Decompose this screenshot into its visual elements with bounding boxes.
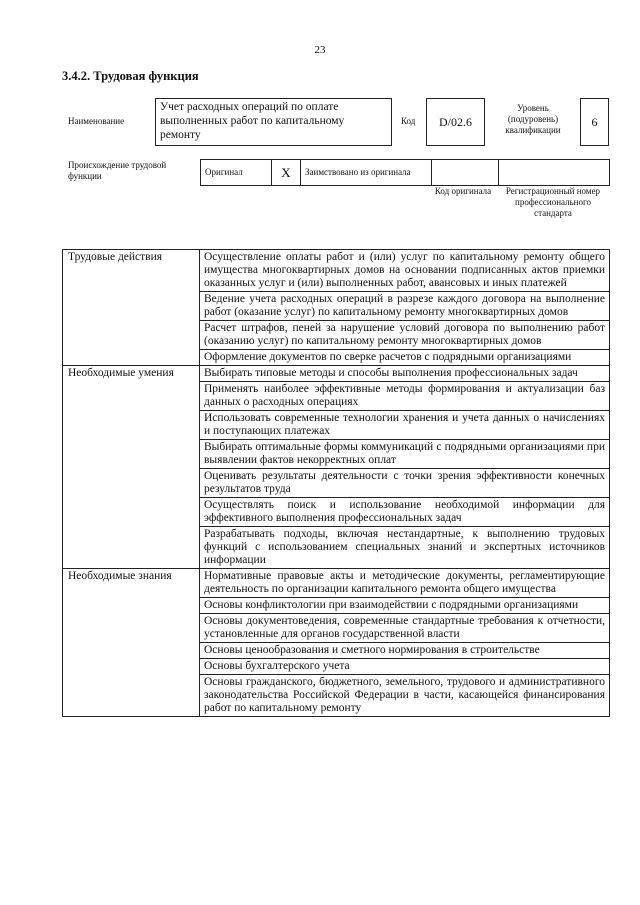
original-label: Оригинал <box>201 160 272 186</box>
list-item: Оформление документов по сверке расчетов с подрядными организациями <box>200 350 610 366</box>
category-labor-actions: Трудовые действия <box>63 250 200 366</box>
list-item: Основы бухгалтерского учета <box>200 659 610 675</box>
function-name-box: Учет расходных операций по оплате выполненных работ по капитальному ремонту <box>155 98 392 146</box>
origin-table <box>200 159 610 186</box>
page-number: 23 <box>314 44 326 56</box>
level-box: 6 <box>580 98 609 146</box>
level-label: Уровень (подуровень) квалификации <box>505 103 561 135</box>
section-title: 3.4.2. Трудовая функция <box>62 69 199 83</box>
list-item: Оценивать результаты деятельности с точки зрения эффективности конечных результатов труда <box>200 469 610 498</box>
original-code-caption: Код оригинала <box>434 186 492 196</box>
list-item: Основы гражданского, бюджетного, земельного, трудового и административного законодательства Российской Федерации в части, касающейся финансирования работ по капитальному ремонту <box>200 675 610 717</box>
code-label: Код <box>401 116 416 126</box>
list-item: Основы конфликтологии при взаимодействии с подрядными организациями <box>200 598 610 614</box>
name-label: Наименование <box>68 116 125 126</box>
code-box: D/02.6 <box>426 98 485 146</box>
list-item: Осуществлять поиск и использование необходимой информации для эффективного выполнения профессиональных задач <box>200 498 610 527</box>
borrowed-label: Заимствовано из оригинала <box>301 160 432 186</box>
list-item: Применять наиболее эффективные методы формирования и актуализации баз данных о расходных операциях <box>200 382 610 411</box>
category-required-skills: Необходимые умения <box>63 366 200 569</box>
list-item: Расчет штрафов, пеней за нарушение условий договора по выполнению работ (оказанию услуг) по капитальному ремонту многоквартирных домов <box>200 321 610 350</box>
origin-label: Происхождение трудовой функции <box>68 160 167 181</box>
list-item: Выбирать оптимальные формы коммуникаций с подрядными организациями при выявлении фактов некорректных оплат <box>200 440 610 469</box>
reg-number-caption: Регистрационный номер профессионального стандарта <box>505 186 601 218</box>
list-item: Использовать современные технологии хранения и учета данных о начислениях и поступающих платежах <box>200 411 610 440</box>
original-code-cell <box>432 160 499 186</box>
list-item: Основы документоведения, современные стандартные требования к отчетности, установленные для органов государственной власти <box>200 614 610 643</box>
competency-table <box>62 249 610 717</box>
list-item: Выбирать типовые методы и способы выполнения профессиональных задач <box>200 366 610 382</box>
list-item: Разрабатывать подходы, включая нестандартные, к выполнению трудовых функций с использованием специальных знаний и экспертных источников информации <box>200 527 610 569</box>
table-row <box>63 250 610 292</box>
category-required-knowledge: Необходимые знания <box>63 569 200 717</box>
list-item: Осуществление оплаты работ и (или) услуг по капитальному ремонту общего имущества многоквартирных домов на основании подписанных актов приемки оказанных услуг и (или) выполненных работ, авансовых и иных платежей <box>200 250 610 292</box>
reg-number-cell <box>499 160 610 186</box>
list-item: Нормативные правовые акты и методические документы, регламентирующие деятельность по организации капитального ремонта общего имущества <box>200 569 610 598</box>
table-row <box>63 569 610 598</box>
list-item: Ведение учета расходных операций в разрезе каждого договора на выполнение работ (оказание услуг) по капитальному ремонту многоквартирных домов <box>200 292 610 321</box>
list-item: Основы ценообразования и сметного нормирования в строительстве <box>200 643 610 659</box>
table-row <box>63 366 610 382</box>
original-mark: X <box>272 160 301 186</box>
